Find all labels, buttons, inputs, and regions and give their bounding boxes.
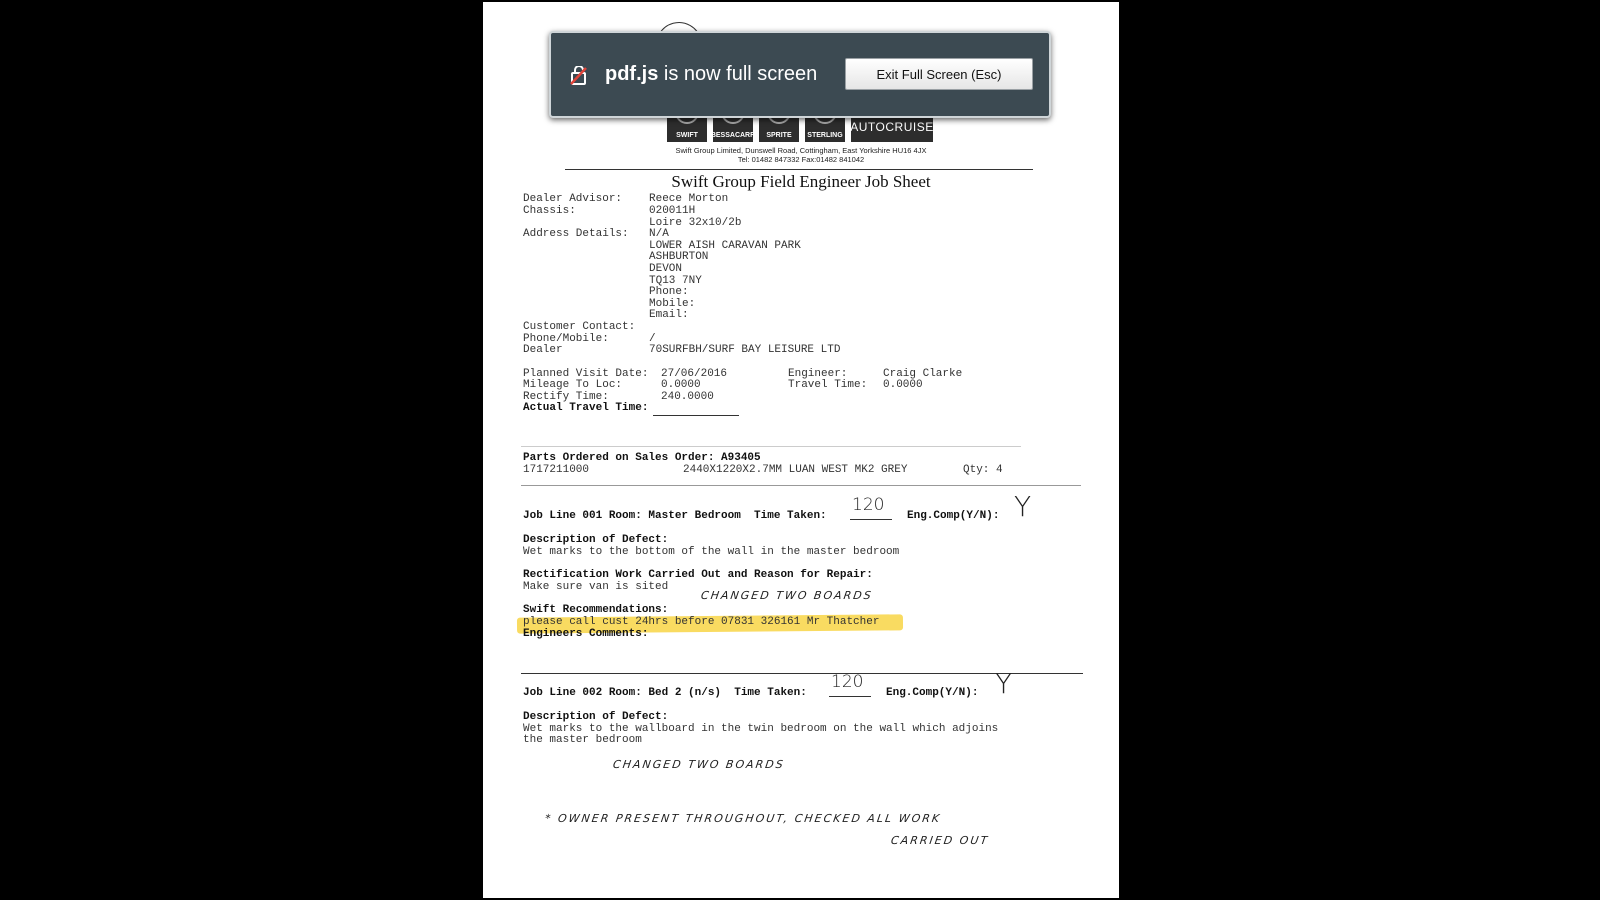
mileage-value: 0.0000 — [661, 379, 701, 391]
document-title: Swift Group Field Engineer Job Sheet — [671, 172, 931, 191]
job2-defect-label: Description of Defect: — [523, 711, 669, 723]
chassis-value: 020011H — [649, 205, 696, 217]
dealer-value: 70SURFBH/SURF BAY LEISURE LTD — [649, 344, 841, 356]
engineer-label: Engineer: — [788, 368, 848, 380]
phone-mobile-label: Phone/Mobile: — [523, 333, 609, 345]
fullscreen-message-text: is now full screen — [658, 63, 818, 85]
chassis-label: Chassis: — [523, 205, 576, 217]
job2-time-taken: 120 — [831, 672, 864, 692]
job1-time-taken: 120 — [852, 495, 885, 515]
sterling-logo: STERLING — [805, 94, 845, 142]
actual-travel-field — [653, 415, 739, 416]
job2-handwritten-2: * OWNER PRESENT THROUGHOUT, CHECKED ALL WORK — [544, 812, 943, 825]
job1-eng-comp-label: Eng.Comp(Y/N): — [907, 510, 1000, 522]
job2-defect-line1: Wet marks to the wallboard in the twin bedroom on the wall which adjoins — [523, 723, 999, 735]
job2-handwritten-1: CHANGED TWO BOARDS — [612, 758, 786, 771]
phone-mobile-value: / — [649, 333, 656, 345]
company-address: Swift Group Limited, Dunswell Road, Cottingham, East Yorkshire HU16 4JX — [675, 146, 927, 155]
address-line: LOWER AISH CARAVAN PARK — [649, 240, 801, 252]
job1-recommend-label: Swift Recommendations: — [523, 604, 669, 616]
job2-eng-comp: Y — [995, 667, 1013, 700]
address-label: Address Details: — [523, 228, 629, 240]
model-value: Loire 32x10/2b — [649, 217, 742, 229]
job2-defect-line2: the master bedroom — [523, 734, 642, 746]
rectify-label: Rectify Time: — [523, 391, 609, 403]
job1-eng-comp: Y — [1014, 490, 1032, 523]
planned-visit-label: Planned Visit Date: — [523, 368, 649, 380]
part-description: 2440X1220X2.7MM LUAN WEST MK2 GREY — [683, 464, 908, 476]
job2-heading: Job Line 002 Room: Bed 2 (n/s) Time Taken: — [523, 687, 807, 699]
parts-divider — [521, 446, 1021, 447]
customer-contact-label: Customer Contact: — [523, 321, 636, 333]
engineer-value: Craig Clarke — [883, 368, 963, 380]
address-line: N/A — [649, 228, 669, 240]
swift-logo: SWIFT — [667, 94, 707, 142]
part-number: 1717211000 — [523, 464, 590, 476]
address-line: ASHBURTON — [649, 251, 709, 263]
job1-recommend: please call cust 24hrs before 07831 326161 Mr Thatcher — [523, 616, 880, 628]
address-line: DEVON — [649, 263, 683, 275]
job1-rect-label: Rectification Work Carried Out and Reason for Repair: — [523, 569, 873, 581]
job1-time-line — [850, 519, 892, 520]
rectify-value: 240.0000 — [661, 391, 714, 403]
address-line: TQ13 7NY — [649, 275, 702, 287]
email-label: Email: — [649, 309, 689, 321]
job1-rect: Make sure van is sited — [523, 581, 669, 593]
header-divider — [565, 169, 1033, 170]
autocruise-logo: AUTOCRUISE — [851, 94, 933, 142]
parts-heading: Parts Ordered on Sales Order: A93405 — [523, 452, 761, 464]
planned-visit-value: 27/06/2016 — [661, 368, 728, 380]
app-name: pdf.js — [605, 63, 659, 85]
phone-label: Phone: — [649, 286, 689, 298]
job2-handwritten-3: CARRIED OUT — [890, 834, 991, 847]
exit-fullscreen-button[interactable]: Exit Full Screen (Esc) — [845, 58, 1033, 90]
fullscreen-message — [605, 63, 817, 86]
mileage-label: Mileage To Loc: — [523, 379, 623, 391]
travel-time-label: Travel Time: — [788, 379, 868, 391]
travel-time-value: 0.0000 — [883, 379, 923, 391]
fullscreen-notification — [549, 31, 1051, 118]
dealer-label: Dealer — [523, 344, 563, 356]
company-phone: Tel: 01482 847332 Fax:01482 841042 — [737, 155, 865, 164]
dealer-advisor-value: Reece Morton — [649, 193, 729, 205]
fullscreen-lock-icon — [569, 66, 589, 86]
dealer-advisor-label: Dealer Advisor: — [523, 193, 623, 205]
job1-comments-label: Engineers Comments: — [523, 628, 649, 640]
sprite-logo: SPRITE — [759, 94, 799, 142]
bessacarr-logo: BESSACARR — [713, 94, 753, 142]
job1-divider — [521, 485, 1081, 486]
pdf-page — [483, 2, 1119, 898]
job1-defect: Wet marks to the bottom of the wall in the master bedroom — [523, 546, 900, 558]
job2-eng-comp-label: Eng.Comp(Y/N): — [886, 687, 979, 699]
job2-time-line — [829, 696, 871, 697]
actual-travel-label: Actual Travel Time: — [523, 402, 649, 414]
job1-defect-label: Description of Defect: — [523, 534, 669, 546]
job1-heading: Job Line 001 Room: Master Bedroom Time Taken: — [523, 510, 827, 522]
mobile-label: Mobile: — [649, 298, 696, 310]
job1-handwritten-rect: CHANGED TWO BOARDS — [700, 589, 874, 602]
part-qty: Qty: 4 — [963, 464, 1003, 476]
